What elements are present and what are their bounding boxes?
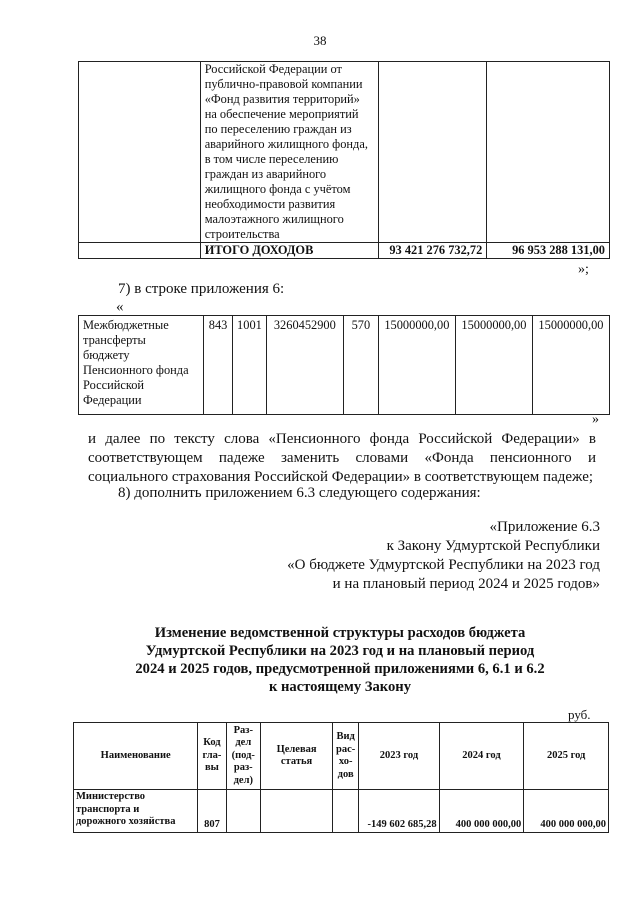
total-row bbox=[79, 243, 610, 259]
text-line: публично-правовой компании bbox=[204, 77, 363, 91]
text-line: «Фонд развития территорий» bbox=[204, 92, 360, 106]
text-line: дел) bbox=[233, 774, 253, 786]
text-line: строительства bbox=[204, 227, 280, 241]
text-line: Код bbox=[203, 737, 221, 749]
total-value-2023: 93 421 276 732,72 bbox=[378, 243, 487, 259]
expense-type-cell bbox=[333, 790, 359, 833]
section-cell: 1001 bbox=[233, 316, 267, 415]
revenue-description-cell bbox=[200, 62, 378, 243]
section-heading-line: Удмуртской Республики на 2023 год и на плановый период bbox=[145, 643, 535, 659]
appendix-header-line: «О бюджете Удмуртской Республики на 2023 год bbox=[287, 557, 600, 573]
expense-type-cell: 570 bbox=[343, 316, 378, 415]
total-label: ИТОГО ДОХОДОВ bbox=[200, 243, 378, 259]
code-cell: 843 bbox=[204, 316, 233, 415]
text-line: хо- bbox=[338, 756, 353, 767]
revenue-table bbox=[78, 61, 610, 259]
opening-quote: « bbox=[116, 299, 124, 315]
value-2024-cell: 15000000,00 bbox=[455, 316, 532, 415]
column-header-name: Наименование bbox=[74, 723, 198, 790]
text-line: жилищного фонда с учётом bbox=[204, 182, 351, 196]
text-line: транспорта и bbox=[76, 803, 140, 815]
text-line: Раз- bbox=[233, 724, 253, 736]
column-header-2025: 2025 год bbox=[524, 723, 609, 790]
total-value-2024: 96 953 288 131,00 bbox=[487, 243, 610, 259]
text-line: бюджету bbox=[83, 348, 130, 362]
section-heading-line: к настоящему Закону bbox=[268, 679, 412, 695]
value-2025-cell: 400 000 000,00 bbox=[524, 790, 609, 833]
table-row bbox=[74, 790, 609, 833]
code-cell: 807 bbox=[198, 790, 226, 833]
appendix-header-line: «Приложение 6.3 bbox=[489, 519, 600, 535]
text-line: Министерство bbox=[76, 791, 146, 802]
text-line: Целевая bbox=[276, 743, 317, 755]
text-line: в том числе переселению bbox=[204, 152, 339, 166]
target-cell bbox=[261, 790, 333, 833]
text-line: на обеспечение мероприятий bbox=[204, 107, 359, 121]
table-row bbox=[79, 316, 610, 415]
appendix-6-row-table bbox=[78, 315, 610, 415]
text-line: (под- bbox=[231, 749, 255, 761]
text-line: раз- bbox=[233, 762, 253, 774]
text-line: дел bbox=[235, 737, 252, 749]
text-line: статья bbox=[280, 756, 313, 767]
text-line: Пенсионного фонда bbox=[83, 363, 189, 377]
text-line: по переселению граждан из bbox=[204, 122, 352, 136]
value-2025-cell: 15000000,00 bbox=[532, 316, 609, 415]
closing-quote: » bbox=[592, 412, 599, 427]
text-line: соответствующем падеже заменить словами «Фонда пенсионного и bbox=[88, 450, 596, 466]
text-line: дорожного хозяйства bbox=[76, 816, 176, 827]
value-2023-cell: 15000000,00 bbox=[378, 316, 455, 415]
ministry-name-cell bbox=[74, 790, 198, 833]
text-line: вы bbox=[205, 762, 219, 774]
value-2024-cell: 400 000 000,00 bbox=[439, 790, 524, 833]
text-line: граждан из аварийного bbox=[204, 167, 327, 181]
column-header-2023: 2023 год bbox=[359, 723, 439, 790]
column-header-2024: 2024 год bbox=[439, 723, 524, 790]
column-header-expense-type bbox=[333, 723, 359, 790]
table-header-row bbox=[74, 723, 609, 790]
text-line: малоэтажного жилищного bbox=[204, 212, 344, 226]
value-2023-cell: -149 602 685,28 bbox=[359, 790, 439, 833]
text-line: аварийного жилищного фонда, bbox=[204, 137, 368, 151]
text-line: и далее по тексту слова «Пенсионного фонда Российской Федерации» в bbox=[88, 431, 596, 447]
text-line: дов bbox=[337, 768, 354, 780]
text-line: Межбюджетные bbox=[83, 318, 169, 332]
column-header-section bbox=[226, 723, 260, 790]
page-number: 38 bbox=[313, 33, 327, 48]
table-cell bbox=[79, 62, 201, 243]
appendix-header-line: к Закону Удмуртской Республики bbox=[386, 538, 600, 554]
amendment-paragraph bbox=[88, 430, 596, 487]
text-line: Российской Федерации от bbox=[204, 62, 342, 76]
currency-unit: руб. bbox=[568, 707, 591, 722]
text-line: гла- bbox=[202, 749, 222, 761]
item-8-text: 8) дополнить приложением 6.3 следующего содержания: bbox=[118, 485, 481, 501]
text-line: рас- bbox=[336, 743, 356, 755]
section-cell bbox=[226, 790, 260, 833]
transfer-name-cell bbox=[79, 316, 204, 415]
text-line: социального страхования Российской Федерации» в соответствующем падеже; bbox=[88, 469, 594, 485]
section-heading-line: 2024 и 2025 годов, предусмотренной приложениями 6, 6.1 и 6.2 bbox=[135, 661, 545, 677]
column-header-target bbox=[261, 723, 333, 790]
table-cell bbox=[79, 243, 201, 259]
table-cell bbox=[487, 62, 610, 243]
section-heading-line: Изменение ведомственной структуры расходов бюджета bbox=[154, 625, 526, 641]
target-cell: 3260452900 bbox=[266, 316, 343, 415]
text-line: Федерации bbox=[83, 393, 142, 407]
departmental-expenses-table bbox=[73, 722, 609, 833]
table-row bbox=[79, 62, 610, 243]
appendix-header-line: и на плановый период 2024 и 2025 годов» bbox=[332, 576, 600, 592]
text-line: Вид bbox=[336, 731, 355, 742]
text-line: необходимости развития bbox=[204, 197, 336, 211]
item-7-text: 7) в строке приложения 6: bbox=[118, 281, 285, 297]
text-line: трансферты bbox=[83, 333, 146, 347]
column-header-code bbox=[198, 723, 226, 790]
table-cell bbox=[378, 62, 487, 243]
closing-quote: »; bbox=[578, 262, 589, 277]
text-line: Российской bbox=[83, 378, 145, 392]
